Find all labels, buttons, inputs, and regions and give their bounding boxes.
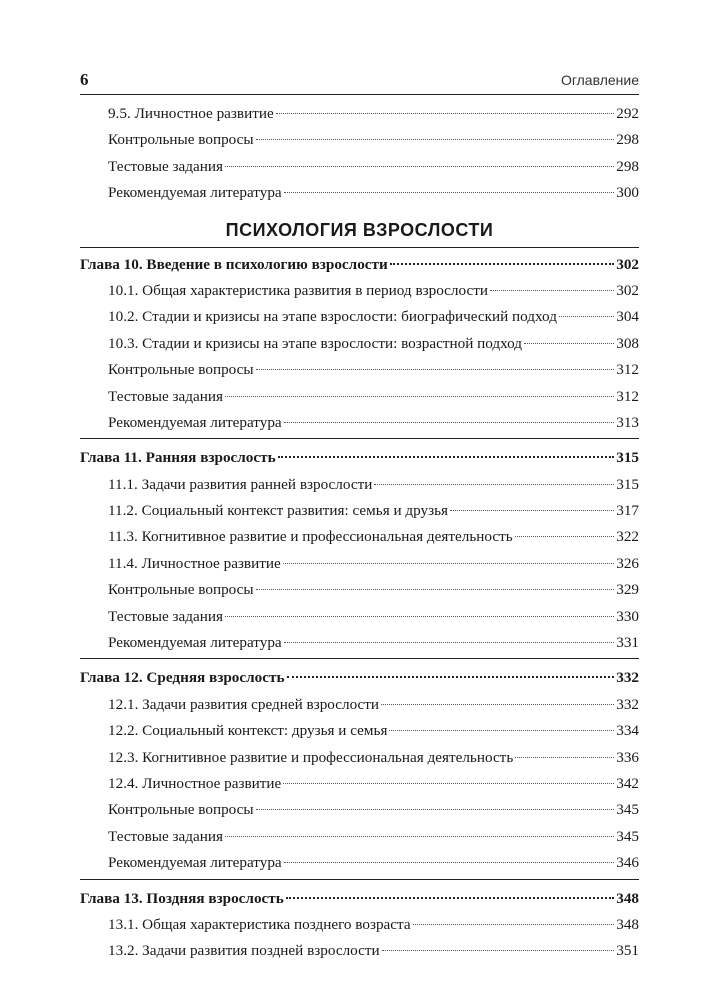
toc-entry[interactable] [80,604,639,630]
toc-chapter[interactable] [80,886,639,912]
toc-entry[interactable] [80,331,639,357]
toc-entry-page: 292 [616,105,639,122]
chapter-page: 348 [616,889,639,907]
toc-entry-page: 313 [616,413,639,431]
toc-entry[interactable] [80,797,639,823]
toc-entry-title: 12.1. Задачи развития средней взрослости [108,695,380,713]
dot-leader [389,730,614,731]
toc-entry-page: 331 [616,634,639,652]
toc-entry-page: 351 [616,942,639,960]
dot-leader [225,166,614,167]
dot-leader [256,369,615,370]
dot-leader [284,422,615,423]
toc-entry[interactable] [80,278,639,304]
dot-leader [382,950,615,951]
toc-entry-page: 312 [616,361,639,379]
toc-entry-title: 11.4. Личностное развитие [108,554,281,572]
dot-leader [225,396,614,397]
dot-leader [284,192,615,193]
chapter-page: 315 [616,449,639,467]
toc-entry-title: 12.3. Когнитивное развитие и профессиональная деятельность [108,748,514,766]
toc-chapter[interactable] [80,445,639,471]
toc-entry[interactable] [80,384,639,410]
toc-chapter[interactable] [80,252,639,278]
running-title: Оглавление [560,72,639,88]
chapter-title: Глава 11. Ранняя взрослость [80,449,276,467]
toc-entry[interactable] [80,154,639,180]
page-number: 6 [80,70,89,89]
toc-entry-page: 330 [616,607,639,625]
chapter-title: Глава 10. Введение в психологию взрослости [80,255,388,273]
toc-entry-page: 336 [616,748,639,766]
dot-leader [524,343,614,344]
toc-entry-page: 317 [616,502,639,520]
toc-entry-title: Контрольные вопросы [108,581,254,599]
chapter-page: 332 [616,669,639,687]
toc-entry[interactable] [80,524,639,550]
toc-entry-title: Рекомендуемая литература [108,413,282,431]
dot-leader [450,510,614,511]
toc-entry[interactable] [80,745,639,771]
dot-leader [515,536,615,537]
dot-leader [284,862,615,863]
toc-entry-title: Рекомендуемая литература [108,854,282,872]
toc-entry-page: 342 [616,774,639,792]
toc-chapter[interactable] [80,665,639,691]
toc-entry[interactable] [80,127,639,153]
toc-entry[interactable] [80,577,639,603]
toc-entry-page: 346 [616,854,639,872]
toc-entry[interactable] [80,771,639,797]
toc-entry[interactable] [80,304,639,330]
chapter-divider [80,438,639,445]
dot-leader [287,676,615,678]
toc-entry-title: Рекомендуемая литература [108,184,282,202]
toc-entry-page: 300 [616,184,639,202]
section-title: ПСИХОЛОГИЯ ВЗРОСЛОСТИ [80,207,639,248]
dot-leader [374,484,614,485]
toc-entry[interactable] [80,938,639,964]
chapter-divider [80,879,639,886]
toc-entry[interactable] [80,630,639,656]
toc-entry-page: 345 [616,801,639,819]
toc-entry-title: 13.2. Задачи развития поздней взрослости [108,942,380,960]
dot-leader [515,757,614,758]
toc-entry-page: 315 [616,475,639,493]
toc-entry[interactable] [80,824,639,850]
toc-entry[interactable] [80,101,639,127]
toc-entry-title: Тестовые задания [108,827,223,845]
dot-leader [225,616,614,617]
toc-entry-page: 302 [616,281,639,299]
toc-entry-page: 348 [616,915,639,933]
toc-entry-page: 304 [616,308,639,326]
toc-entry-page: 345 [616,827,639,845]
toc-entry-title: 12.4. Личностное развитие [108,774,282,792]
dot-leader [256,809,615,810]
toc-entry-page: 298 [616,131,639,149]
toc-entry-title: Тестовые задания [108,387,223,405]
dot-leader [283,563,614,564]
toc-entry-title: 10.3. Стадии и кризисы на этапе взрослости: возрастной подход [108,334,523,352]
dot-leader [284,642,615,643]
dot-leader [276,113,615,114]
toc-entry[interactable] [80,180,639,206]
dot-leader [283,783,614,784]
dot-leader [559,316,614,317]
toc-entry[interactable] [80,357,639,383]
toc-entry-title: 10.2. Стадии и кризисы на этапе взрослости: биографический подход [108,308,557,326]
toc-entry-title: 13.1. Общая характеристика позднего возраста [108,915,411,933]
dot-leader [381,704,614,705]
toc-entry-title: Контрольные вопросы [108,801,254,819]
dot-leader [490,290,614,291]
dot-leader [390,263,614,265]
toc-entry-title: Тестовые задания [108,157,223,175]
toc-entry[interactable] [80,850,639,876]
dot-leader [256,139,615,140]
toc-entry-title: 9.5. Личностное развитие [108,105,274,122]
toc-entry-page: 326 [616,554,639,572]
toc-entry-page: 298 [616,157,639,175]
toc-entry[interactable] [80,718,639,744]
toc-entry-page: 312 [616,387,639,405]
dot-leader [278,456,615,458]
table-of-contents [80,101,639,965]
chapter-divider [80,658,639,665]
toc-entry-title: 10.1. Общая характеристика развития в период взрослости [108,281,488,299]
toc-entry-title: 11.3. Когнитивное развитие и профессиональная деятельность [108,528,513,546]
dot-leader [256,589,615,590]
toc-entry[interactable] [80,692,639,718]
toc-entry-page: 334 [616,722,639,740]
toc-entry[interactable] [80,912,639,938]
dot-leader [286,897,614,899]
toc-entry-page: 322 [616,528,639,546]
toc-entry[interactable] [80,498,639,524]
chapter-title: Глава 13. Поздняя взрослость [80,889,284,907]
toc-entry-title: 12.2. Социальный контекст: друзья и семья [108,722,388,740]
page-header [80,68,639,95]
toc-entry-title: 11.2. Социальный контекст развития: семья и друзья [108,502,449,520]
toc-entry-page: 329 [616,581,639,599]
toc-entry-title: Контрольные вопросы [108,361,254,379]
toc-entry-title: Рекомендуемая литература [108,634,282,652]
toc-entry-page: 308 [616,334,639,352]
chapter-page: 302 [616,255,639,273]
toc-entry-title: Тестовые задания [108,607,223,625]
dot-leader [225,836,614,837]
chapter-title: Глава 12. Средняя взрослость [80,669,285,687]
toc-entry[interactable] [80,410,639,436]
toc-entry-title: Контрольные вопросы [108,131,254,149]
toc-entry[interactable] [80,551,639,577]
dot-leader [413,924,615,925]
toc-entry-page: 332 [616,695,639,713]
toc-entry[interactable] [80,472,639,498]
toc-entry-title: 11.1. Задачи развития ранней взрослости [108,475,373,493]
